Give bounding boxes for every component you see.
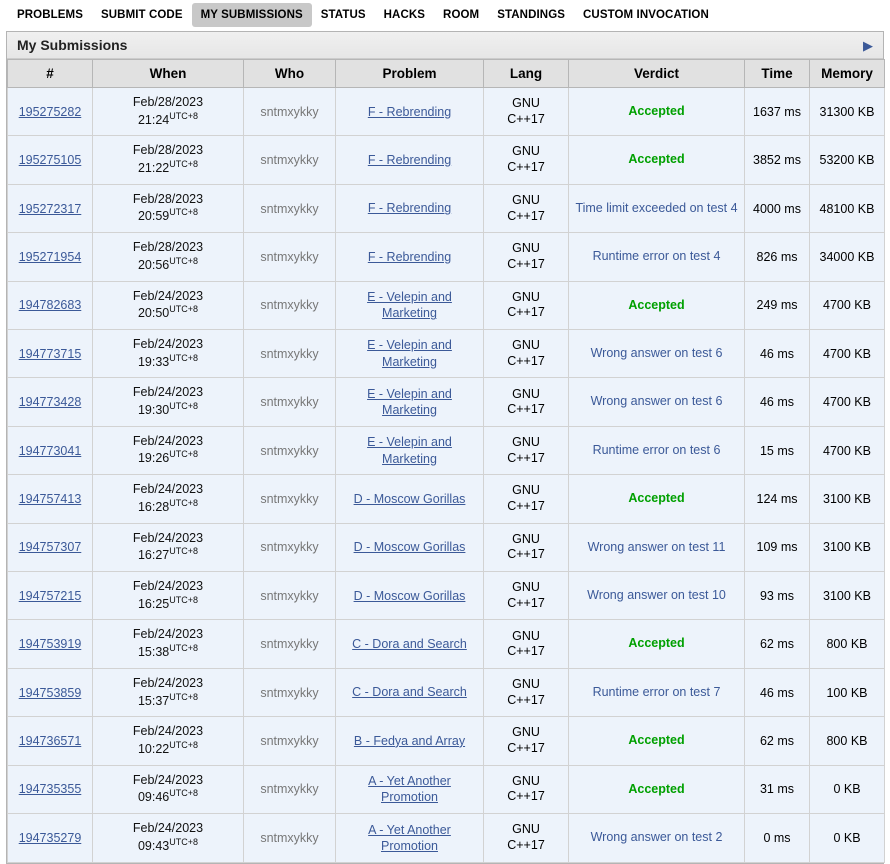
submission-timestamp: Feb/24/2023 $16:28^{UTC+8}$ bbox=[93, 475, 244, 523]
memory-used bbox=[810, 620, 885, 668]
verdict-cell bbox=[569, 765, 745, 813]
author-name[interactable]: sntmxykky bbox=[260, 637, 319, 652]
status-badge[interactable]: Accepted bbox=[628, 297, 685, 312]
submission-language: GNU C++17 bbox=[484, 717, 569, 765]
problem-link[interactable] bbox=[336, 330, 484, 378]
submission-id-anchor[interactable]: 195275282 bbox=[18, 104, 82, 119]
submission-language: GNU C++17 bbox=[484, 572, 569, 620]
problem-anchor[interactable]: F - Rebrending bbox=[367, 104, 452, 119]
execution-time-value: 109 ms bbox=[756, 540, 798, 555]
memory-used-value: 53200 KB bbox=[819, 153, 875, 168]
author-name[interactable]: sntmxykky bbox=[260, 830, 319, 845]
submission-id-link[interactable] bbox=[8, 233, 93, 281]
verdict-cell bbox=[569, 426, 745, 474]
memory-used-value: 3100 KB bbox=[823, 588, 871, 603]
submission-language: GNU C++17 bbox=[484, 88, 569, 136]
submission-id-anchor[interactable]: 194753919 bbox=[18, 637, 82, 652]
submissions-table bbox=[7, 59, 885, 863]
problem-link[interactable] bbox=[336, 620, 484, 668]
memory-used-value: 3100 KB bbox=[823, 491, 871, 506]
problem-link[interactable] bbox=[336, 136, 484, 184]
execution-time bbox=[745, 475, 810, 523]
status-badge[interactable]: Runtime error on test 6 bbox=[592, 442, 721, 457]
problem-link[interactable] bbox=[336, 523, 484, 571]
problem-anchor[interactable]: F - Rebrending bbox=[367, 201, 452, 216]
submission-timestamp: Feb/24/2023 $15:38^{UTC+8}$ bbox=[93, 620, 244, 668]
problem-anchor[interactable]: F - Rebrending bbox=[367, 249, 452, 264]
submissions-panel bbox=[6, 31, 884, 864]
column-header-who: Who bbox=[244, 60, 336, 88]
verdict-cell bbox=[569, 281, 745, 329]
status-badge[interactable]: Accepted bbox=[628, 733, 685, 748]
submission-language: GNU C++17 bbox=[484, 620, 569, 668]
submission-id-link[interactable] bbox=[8, 717, 93, 765]
column-header-memory: Memory bbox=[810, 60, 885, 88]
submission-id-anchor[interactable]: 195275105 bbox=[18, 153, 82, 168]
main-navigation bbox=[0, 0, 890, 31]
status-badge[interactable]: Wrong answer on test 2 bbox=[590, 829, 723, 844]
memory-used-value: 31300 KB bbox=[819, 104, 875, 119]
execution-time-value: 15 ms bbox=[759, 443, 795, 458]
author-name[interactable]: sntmxykky bbox=[260, 443, 319, 458]
table-row bbox=[8, 378, 885, 426]
table-header-row bbox=[8, 60, 885, 88]
verdict-cell bbox=[569, 620, 745, 668]
memory-used-value: 4700 KB bbox=[823, 395, 871, 410]
submission-language: GNU C++17 bbox=[484, 233, 569, 281]
table-row bbox=[8, 184, 885, 232]
table-row bbox=[8, 88, 885, 136]
submission-timestamp: Feb/28/2023 $20:56^{UTC+8}$ bbox=[93, 233, 244, 281]
author-name[interactable]: sntmxykky bbox=[260, 153, 319, 168]
problem-link[interactable] bbox=[336, 281, 484, 329]
play-right-icon[interactable]: ▶ bbox=[863, 37, 873, 53]
problem-anchor[interactable]: B - Fedya and Array bbox=[353, 733, 466, 748]
submission-timestamp: Feb/24/2023 $19:26^{UTC+8}$ bbox=[93, 426, 244, 474]
submission-id-link[interactable] bbox=[8, 184, 93, 232]
submission-id-anchor[interactable]: 194773041 bbox=[18, 443, 82, 458]
submission-author bbox=[244, 620, 336, 668]
submission-timestamp: Feb/24/2023 $10:22^{UTC+8}$ bbox=[93, 717, 244, 765]
verdict-cell bbox=[569, 814, 745, 862]
author-name[interactable]: sntmxykky bbox=[260, 249, 319, 264]
nav-item-status[interactable]: STATUS bbox=[320, 9, 366, 21]
column-header-when: When bbox=[93, 60, 244, 88]
submission-language: GNU C++17 bbox=[484, 814, 569, 862]
execution-time-value: 93 ms bbox=[759, 588, 795, 603]
memory-used bbox=[810, 717, 885, 765]
status-badge[interactable]: Accepted bbox=[628, 781, 685, 796]
author-name[interactable]: sntmxykky bbox=[260, 346, 319, 361]
execution-time-value: 46 ms bbox=[759, 346, 795, 361]
submission-language: GNU C++17 bbox=[484, 136, 569, 184]
submission-author bbox=[244, 378, 336, 426]
submission-author bbox=[244, 136, 336, 184]
status-badge[interactable]: Runtime error on test 4 bbox=[592, 249, 721, 264]
memory-used bbox=[810, 233, 885, 281]
submission-id-anchor[interactable]: 194757307 bbox=[18, 540, 82, 555]
execution-time bbox=[745, 184, 810, 232]
submission-language: GNU C++17 bbox=[484, 475, 569, 523]
execution-time-value: 31 ms bbox=[759, 782, 795, 797]
memory-used-value: 34000 KB bbox=[819, 249, 875, 264]
submission-language: GNU C++17 bbox=[484, 668, 569, 716]
author-name[interactable]: sntmxykky bbox=[260, 540, 319, 555]
author-name[interactable]: sntmxykky bbox=[260, 588, 319, 603]
nav-item-hacks[interactable]: HACKS bbox=[383, 9, 426, 21]
nav-item-submit-code[interactable]: SUBMIT CODE bbox=[100, 9, 183, 21]
verdict-cell bbox=[569, 475, 745, 523]
verdict-cell bbox=[569, 330, 745, 378]
author-name[interactable]: sntmxykky bbox=[260, 685, 319, 700]
submission-language: GNU C++17 bbox=[484, 765, 569, 813]
execution-time-value: 3852 ms bbox=[753, 153, 801, 168]
page-title: My Submissions bbox=[17, 37, 128, 53]
submission-id-anchor[interactable]: 194782683 bbox=[18, 298, 82, 313]
submission-id-link[interactable] bbox=[8, 572, 93, 620]
table-row bbox=[8, 765, 885, 813]
submission-id-link[interactable] bbox=[8, 668, 93, 716]
verdict-cell bbox=[569, 136, 745, 184]
verdict-cell bbox=[569, 717, 745, 765]
submission-author bbox=[244, 426, 336, 474]
submission-id-anchor[interactable]: 194757215 bbox=[18, 588, 82, 603]
nav-item-standings[interactable]: STANDINGS bbox=[497, 9, 566, 21]
problem-link[interactable] bbox=[336, 426, 484, 474]
author-name[interactable]: sntmxykky bbox=[260, 491, 319, 506]
submission-timestamp: Feb/24/2023 $09:46^{UTC+8}$ bbox=[93, 765, 244, 813]
execution-time bbox=[745, 572, 810, 620]
submission-id-link[interactable] bbox=[8, 378, 93, 426]
memory-used-value: 800 KB bbox=[826, 637, 868, 652]
execution-time-value: 249 ms bbox=[756, 298, 798, 313]
submission-timestamp: Feb/28/2023 $21:22^{UTC+8}$ bbox=[93, 136, 244, 184]
execution-time bbox=[745, 814, 810, 862]
execution-time bbox=[745, 765, 810, 813]
problem-anchor[interactable]: C - Dora and Search bbox=[352, 685, 467, 700]
author-name[interactable]: sntmxykky bbox=[260, 733, 319, 748]
verdict-cell bbox=[569, 233, 745, 281]
table-row bbox=[8, 281, 885, 329]
memory-used bbox=[810, 523, 885, 571]
memory-used bbox=[810, 330, 885, 378]
submission-id-link[interactable] bbox=[8, 281, 93, 329]
execution-time-value: 46 ms bbox=[759, 395, 795, 410]
nav-item-custom-invocation[interactable]: CUSTOM INVOCATION bbox=[583, 9, 709, 21]
problem-anchor[interactable]: C - Dora and Search bbox=[352, 637, 467, 652]
status-badge[interactable]: Time limit exceeded on test 4 bbox=[575, 200, 738, 215]
execution-time-value: 4000 ms bbox=[753, 201, 801, 216]
submission-id-link[interactable] bbox=[8, 426, 93, 474]
submission-author bbox=[244, 814, 336, 862]
submission-author bbox=[244, 523, 336, 571]
verdict-cell bbox=[569, 88, 745, 136]
table-row bbox=[8, 475, 885, 523]
memory-used-value: 48100 KB bbox=[819, 201, 875, 216]
submission-author bbox=[244, 668, 336, 716]
submission-timestamp: Feb/28/2023 $21:24^{UTC+8}$ bbox=[93, 88, 244, 136]
submission-id-link[interactable] bbox=[8, 765, 93, 813]
submission-id-link[interactable] bbox=[8, 88, 93, 136]
memory-used-value: 4700 KB bbox=[823, 346, 871, 361]
problem-link[interactable] bbox=[336, 475, 484, 523]
problem-link[interactable] bbox=[336, 233, 484, 281]
execution-time bbox=[745, 233, 810, 281]
nav-item-room[interactable]: ROOM bbox=[443, 9, 480, 21]
problem-link[interactable] bbox=[336, 717, 484, 765]
submission-author bbox=[244, 281, 336, 329]
memory-used-value: 800 KB bbox=[826, 733, 868, 748]
submission-id-link[interactable] bbox=[8, 523, 93, 571]
problem-anchor[interactable]: E - Velepin and Marketing bbox=[367, 386, 452, 418]
table-row bbox=[8, 523, 885, 571]
memory-used bbox=[810, 136, 885, 184]
submission-id-anchor[interactable]: 194735355 bbox=[18, 782, 82, 797]
submission-timestamp: Feb/24/2023 $19:30^{UTC+8}$ bbox=[93, 378, 244, 426]
submission-id-anchor[interactable]: 194773715 bbox=[18, 346, 82, 361]
table-row bbox=[8, 572, 885, 620]
submission-language: GNU C++17 bbox=[484, 330, 569, 378]
author-name[interactable]: sntmxykky bbox=[260, 104, 319, 119]
execution-time bbox=[745, 378, 810, 426]
table-row bbox=[8, 426, 885, 474]
table-row bbox=[8, 668, 885, 716]
submission-timestamp: Feb/24/2023 $20:50^{UTC+8}$ bbox=[93, 281, 244, 329]
submission-author bbox=[244, 233, 336, 281]
problem-link[interactable] bbox=[336, 378, 484, 426]
submission-id-anchor[interactable]: 194736571 bbox=[18, 733, 82, 748]
problem-anchor[interactable]: E - Velepin and Marketing bbox=[367, 435, 452, 466]
execution-time-value: 62 ms bbox=[759, 733, 795, 748]
problem-link[interactable] bbox=[336, 765, 484, 813]
execution-time-value: 826 ms bbox=[756, 249, 798, 264]
status-badge[interactable]: Wrong answer on test 11 bbox=[587, 539, 726, 554]
memory-used-value: 4700 KB bbox=[823, 443, 871, 458]
submission-id-link[interactable] bbox=[8, 136, 93, 184]
submission-id-link[interactable] bbox=[8, 620, 93, 668]
column-header-time: Time bbox=[745, 60, 810, 88]
verdict-cell bbox=[569, 572, 745, 620]
submission-author bbox=[244, 330, 336, 378]
problem-anchor[interactable]: D - Moscow Gorillas bbox=[353, 588, 466, 603]
submission-author bbox=[244, 88, 336, 136]
problem-anchor[interactable]: D - Moscow Gorillas bbox=[353, 491, 466, 506]
submission-language: GNU C++17 bbox=[484, 281, 569, 329]
submission-id-link[interactable] bbox=[8, 475, 93, 523]
table-row bbox=[8, 717, 885, 765]
execution-time bbox=[745, 523, 810, 571]
column-header-lang: Lang bbox=[484, 60, 569, 88]
nav-item-my-submissions[interactable]: MY SUBMISSIONS bbox=[192, 3, 312, 27]
submission-author bbox=[244, 717, 336, 765]
submission-id-anchor[interactable]: 194753859 bbox=[18, 685, 82, 700]
execution-time bbox=[745, 330, 810, 378]
submission-id-anchor[interactable]: 194757413 bbox=[18, 491, 82, 506]
problem-anchor[interactable]: A - Yet Another Promotion bbox=[368, 822, 451, 853]
column-header-id: # bbox=[8, 60, 93, 88]
problem-link[interactable] bbox=[336, 814, 484, 862]
execution-time bbox=[745, 668, 810, 716]
table-row bbox=[8, 330, 885, 378]
table-row bbox=[8, 233, 885, 281]
memory-used bbox=[810, 88, 885, 136]
verdict-cell bbox=[569, 523, 745, 571]
execution-time bbox=[745, 136, 810, 184]
table-row bbox=[8, 814, 885, 862]
status-badge[interactable]: Accepted bbox=[628, 491, 685, 506]
submission-language: GNU C++17 bbox=[484, 426, 569, 474]
submission-timestamp: Feb/24/2023 $16:25^{UTC+8}$ bbox=[93, 572, 244, 620]
panel-header bbox=[7, 32, 883, 59]
problem-anchor[interactable]: A - Yet Another Promotion bbox=[368, 774, 451, 805]
memory-used bbox=[810, 426, 885, 474]
submission-timestamp: Feb/24/2023 $19:33^{UTC+8}$ bbox=[93, 330, 244, 378]
status-badge[interactable]: Wrong answer on test 6 bbox=[590, 394, 723, 409]
memory-used bbox=[810, 184, 885, 232]
author-name[interactable]: sntmxykky bbox=[260, 201, 319, 216]
submission-timestamp: Feb/24/2023 $09:43^{UTC+8}$ bbox=[93, 814, 244, 862]
execution-time-value: 62 ms bbox=[759, 637, 795, 652]
problem-link[interactable] bbox=[336, 184, 484, 232]
status-badge[interactable]: Accepted bbox=[628, 636, 685, 651]
status-badge[interactable]: Wrong answer on test 10 bbox=[587, 587, 726, 602]
submission-timestamp: Feb/28/2023 $20:59^{UTC+8}$ bbox=[93, 184, 244, 232]
execution-time-value: 1637 ms bbox=[753, 104, 801, 119]
submission-id-anchor[interactable]: 194773428 bbox=[18, 395, 82, 410]
submission-author bbox=[244, 184, 336, 232]
column-header-verdict: Verdict bbox=[569, 60, 745, 88]
memory-used bbox=[810, 281, 885, 329]
column-header-problem: Problem bbox=[336, 60, 484, 88]
execution-time bbox=[745, 620, 810, 668]
execution-time bbox=[745, 281, 810, 329]
submission-id-link[interactable] bbox=[8, 330, 93, 378]
memory-used-value: 3100 KB bbox=[823, 540, 871, 555]
problem-anchor[interactable]: F - Rebrending bbox=[367, 152, 452, 167]
verdict-cell bbox=[569, 184, 745, 232]
memory-used-value: 0 KB bbox=[833, 782, 861, 797]
status-badge[interactable]: Wrong answer on test 6 bbox=[590, 345, 723, 360]
status-badge[interactable]: Accepted bbox=[628, 152, 685, 167]
problem-anchor[interactable]: D - Moscow Gorillas bbox=[353, 540, 466, 555]
submission-author bbox=[244, 475, 336, 523]
execution-time bbox=[745, 717, 810, 765]
submission-author bbox=[244, 572, 336, 620]
verdict-cell bbox=[569, 668, 745, 716]
submission-id-anchor[interactable]: 195271954 bbox=[18, 249, 82, 264]
memory-used-value: 100 KB bbox=[826, 685, 868, 700]
table-row bbox=[8, 136, 885, 184]
submission-timestamp: Feb/24/2023 $16:27^{UTC+8}$ bbox=[93, 523, 244, 571]
execution-time-value: 124 ms bbox=[756, 491, 798, 506]
memory-used bbox=[810, 572, 885, 620]
problem-link[interactable] bbox=[336, 572, 484, 620]
execution-time-value: 46 ms bbox=[759, 685, 795, 700]
problem-anchor[interactable]: E - Velepin and Marketing bbox=[367, 338, 452, 369]
submission-id-anchor[interactable]: 194735279 bbox=[18, 830, 82, 845]
nav-item-problems[interactable]: PROBLEMS bbox=[17, 9, 83, 21]
submission-id-link[interactable] bbox=[8, 814, 93, 862]
submission-timestamp: Feb/24/2023 $15:37^{UTC+8}$ bbox=[93, 668, 244, 716]
memory-used bbox=[810, 814, 885, 862]
problem-link[interactable] bbox=[336, 668, 484, 716]
status-badge[interactable]: Accepted bbox=[628, 103, 685, 118]
submission-author bbox=[244, 765, 336, 813]
submission-language: GNU C++17 bbox=[484, 523, 569, 571]
memory-used bbox=[810, 765, 885, 813]
memory-used-value: 4700 KB bbox=[823, 298, 871, 313]
problem-anchor[interactable]: E - Velepin and Marketing bbox=[367, 290, 452, 321]
verdict-cell bbox=[569, 378, 745, 426]
submission-language: GNU C++17 bbox=[484, 184, 569, 232]
author-name[interactable]: sntmxykky bbox=[260, 395, 319, 410]
memory-used bbox=[810, 668, 885, 716]
memory-used bbox=[810, 475, 885, 523]
table-row bbox=[8, 620, 885, 668]
execution-time bbox=[745, 88, 810, 136]
problem-link[interactable] bbox=[336, 88, 484, 136]
submission-language: GNU C++17 bbox=[484, 378, 569, 426]
author-name[interactable]: sntmxykky bbox=[260, 782, 319, 797]
author-name[interactable]: sntmxykky bbox=[260, 298, 319, 313]
status-badge[interactable]: Runtime error on test 7 bbox=[592, 684, 721, 699]
memory-used-value: 0 KB bbox=[833, 830, 861, 845]
memory-used bbox=[810, 378, 885, 426]
submission-id-anchor[interactable]: 195272317 bbox=[18, 201, 82, 216]
execution-time bbox=[745, 426, 810, 474]
execution-time-value: 0 ms bbox=[763, 830, 791, 845]
